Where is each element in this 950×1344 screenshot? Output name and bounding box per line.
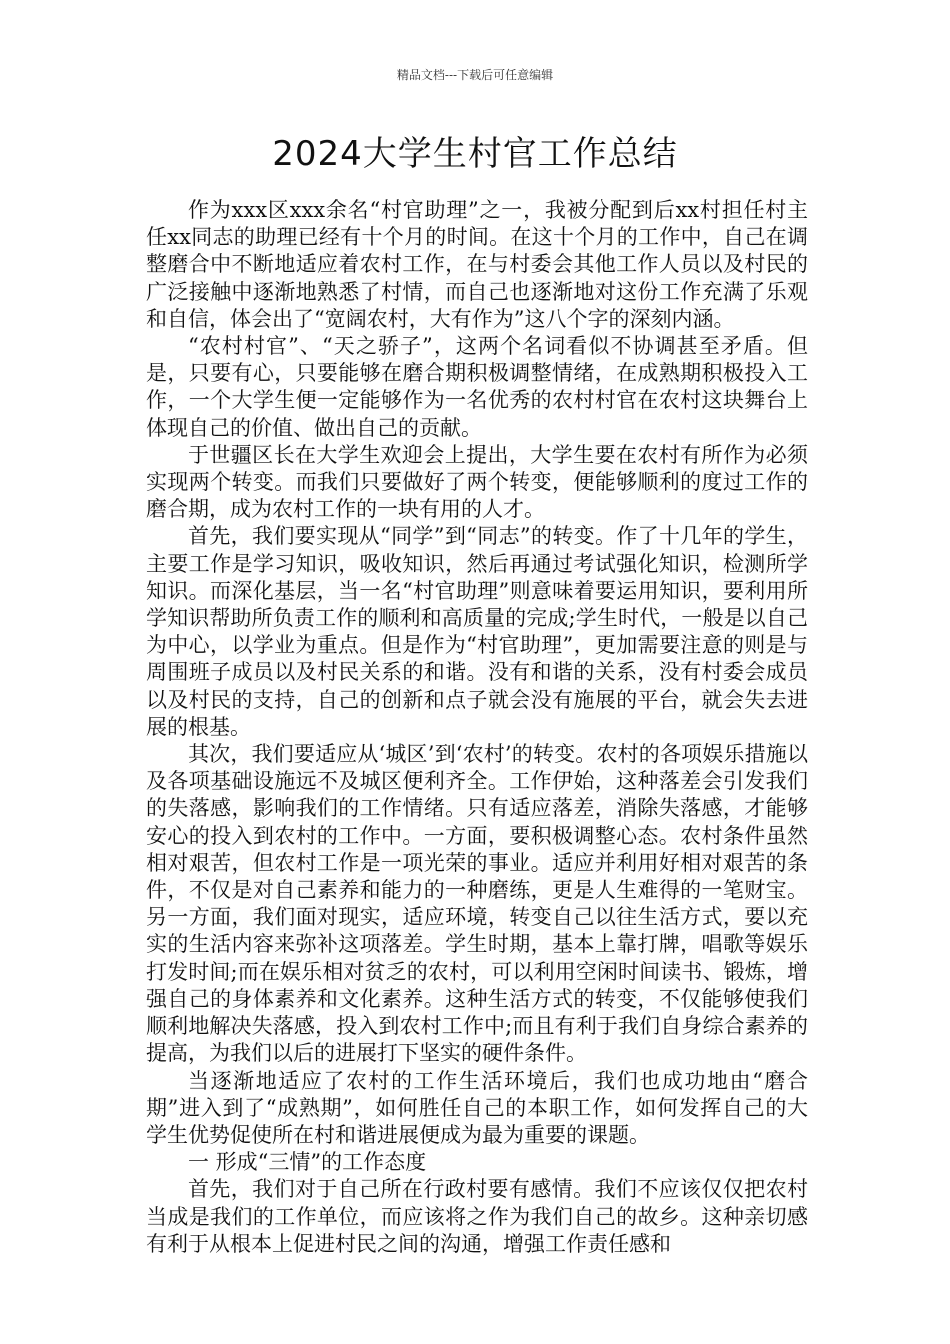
paragraph: 首先，我们对于自己所在行政村要有感情。我们不应该仅仅把农村当成是我们的工作单位，而应该将之作为我们自己的故乡。这种亲切感有利于从根本上促进村民之间的沟通，增强工作责任感和 — [146, 1177, 808, 1256]
page-header-note: 精品文档---下载后可任意编辑 — [396, 68, 554, 82]
document-body — [146, 197, 808, 1258]
paragraph: 于世疆区长在大学生欢迎会上提出，大学生要在农村有所作为必须实现两个转变。而我们只要做好了两个转变，便能够顺利的度过工作的磨合期，成为农村工作的一块有用的人才。 — [146, 442, 808, 522]
document-title: 2024大学生村官工作总结 — [272, 134, 678, 174]
paragraph: 其次，我们要适应从‘城区’到‘农村’的转变。农村的各项娱乐措施以及各项基础设施远不及城区便利齐全。工作伊始，这种落差会引发我们的失落感，影响我们的工作情绪。只有适应落差，消除失落感，才能够安心的投入到农村的工作中。一方面，要积极调整心态。农村条件虽然相对艰苦，但农村工作是一项光荣的事业。适应并利用好相对艰苦的条件，不仅是对自己素养和能力的一种磨练，更是人生难得的一笔财宝。另一方面，我们面对现实，适应环境，转变自己以往生活方式，要以充实的生活内容来弥补这项落差。学生时期，基本上靠打牌，唱歌等娱乐打发时间;而在娱乐相对贫乏的农村，可以利用空闲时间读书、锻炼，增强自己的身体素养和文化素养。这种生活方式的转变，不仅能够使我们顺利地解决失落感，投入到农村工作中;而且有利于我们自身综合素养的提高，为我们以后的进展打下坚实的硬件条件。 — [146, 742, 808, 1066]
paragraph: 首先，我们要实现从“同学”到“同志”的转变。作了十几年的学生，主要工作是学习知识，吸收知识，然后再通过考试强化知识，检测所学知识。而深化基层，当一名“村官助理”则意味着要运用知识，要利用所学知识帮助所负责工作的顺利和高质量的完成;学生时代，一般是以自己为中心，以学业为重点。但是作为“村官助理”，更加需要注意的则是与周围班子成员以及村民关系的和谐。没有和谐的关系，没有村委会成员以及村民的支持，自己的创新和点子就会没有施展的平台，就会失去进展的根基。 — [146, 524, 808, 739]
paragraph: “农村村官”、“天之骄子”，这两个名词看似不协调甚至矛盾。但是，只要有心，只要能够在磨合期积极调整情绪，在成熟期积极投入工作，一个大学生便一定能够作为一名优秀的农村村官在农村这块舞台上体现自己的价值、做出自己的贡献。 — [146, 334, 808, 440]
section-heading: 一 形成“三情”的工作态度 — [188, 1150, 427, 1175]
paragraph: 作为xxx区xxx余名“村官助理”之一，我被分配到后xx村担任村主任xx同志的助理已经有十个月的时间。在这十个月的工作中，自己在调整磨合中不断地适应着农村工作，在与村委会其他工作人员以及村民的广泛接触中逐渐地熟悉了村情，而自己也逐渐地对这份工作充满了乐观和自信，体会出了“宽阔农村，大有作为”这八个字的深刻内涵。 — [146, 198, 808, 331]
paragraph: 当逐渐地适应了农村的工作生活环境后，我们也成功地由“磨合期”进入到了“成熟期”，如何胜任自己的本职工作，如何发挥自己的大学生优势促使所在村和谐进展便成为最为重要的课题。 — [146, 1068, 808, 1147]
